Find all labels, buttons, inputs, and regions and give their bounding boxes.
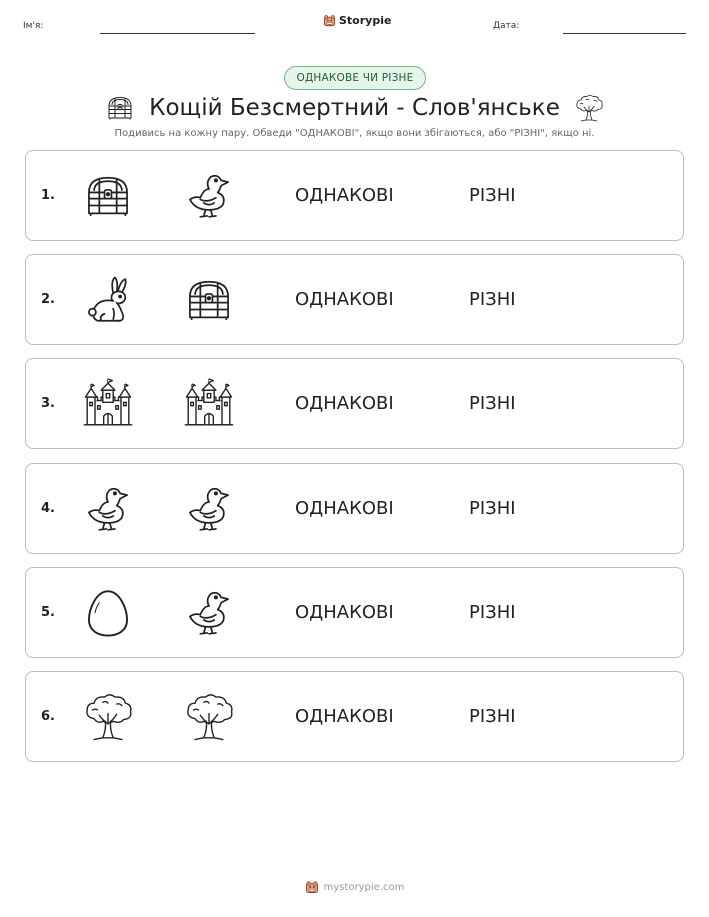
exercise-row xyxy=(25,567,684,658)
exercise-row xyxy=(25,671,684,762)
tree-icon xyxy=(183,691,235,743)
name-line xyxy=(100,33,255,34)
row-number: 5. xyxy=(41,604,55,620)
option-same[interactable]: ОДНАКОВІ xyxy=(295,289,394,311)
picture-cell xyxy=(183,691,235,743)
option-different[interactable]: РІЗНІ xyxy=(469,706,516,727)
footer-site: mystorypie.com xyxy=(323,881,405,893)
exercise-row xyxy=(25,463,684,554)
name-label: Ім'я: xyxy=(23,21,44,31)
castle-icon xyxy=(82,378,134,430)
option-same[interactable]: ОДНАКОВІ xyxy=(295,706,394,727)
picture-cell xyxy=(183,170,235,222)
tree-icon xyxy=(574,93,604,123)
brand-name: Storypie xyxy=(339,14,392,27)
date-label: Дата: xyxy=(493,21,520,31)
picture-cell xyxy=(82,483,134,535)
picture-cell xyxy=(82,170,134,222)
row-number: 3. xyxy=(41,396,55,412)
picture-cell xyxy=(82,691,134,743)
picture-cell xyxy=(183,378,235,430)
picture-cell xyxy=(82,378,134,430)
rabbit-icon xyxy=(82,274,134,326)
egg-icon xyxy=(82,587,134,639)
option-different[interactable]: РІЗНІ xyxy=(469,185,516,206)
date-line xyxy=(563,33,686,34)
option-different[interactable]: РІЗНІ xyxy=(469,497,516,519)
picture-cell xyxy=(183,274,235,326)
brand xyxy=(323,14,391,27)
treasure-chest-icon xyxy=(105,93,135,123)
worksheet-type-badge: ОДНАКОВЕ ЧИ РІЗНЕ xyxy=(284,66,426,90)
title-row xyxy=(0,90,709,126)
duck-icon xyxy=(183,170,235,222)
page-title: Кощій Безсмертний - Слов'янське xyxy=(149,95,560,121)
treasure-chest-icon xyxy=(82,170,134,222)
picture-cell xyxy=(183,483,235,535)
duck-icon xyxy=(183,483,235,535)
exercise-row xyxy=(25,254,684,345)
treasure-chest-icon xyxy=(183,274,235,326)
row-number: 1. xyxy=(41,188,55,203)
duck-icon xyxy=(82,483,134,535)
option-same[interactable]: ОДНАКОВІ xyxy=(295,185,394,206)
tree-icon xyxy=(82,691,134,743)
row-number: 2. xyxy=(41,292,55,308)
option-same[interactable]: ОДНАКОВІ xyxy=(295,601,394,623)
picture-cell xyxy=(183,587,235,639)
exercise-row xyxy=(25,150,684,241)
row-number: 6. xyxy=(41,709,55,724)
picture-cell xyxy=(82,587,134,639)
option-different[interactable]: РІЗНІ xyxy=(469,289,516,311)
option-different[interactable]: РІЗНІ xyxy=(469,393,516,415)
duck-icon xyxy=(183,587,235,639)
castle-icon xyxy=(183,378,235,430)
exercise-row xyxy=(25,358,684,449)
footer xyxy=(0,880,709,894)
option-different[interactable]: РІЗНІ xyxy=(469,601,516,623)
option-same[interactable]: ОДНАКОВІ xyxy=(295,393,394,415)
storypie-logo-icon xyxy=(323,14,336,27)
row-number: 4. xyxy=(41,500,55,516)
picture-cell xyxy=(82,274,134,326)
instructions: Подивись на кожну пару. Обведи "ОДНАКОВІ", якщо вони збігаються, або "РІЗНІ", якщо ні. xyxy=(114,128,595,139)
storypie-logo-icon xyxy=(305,880,319,894)
option-same[interactable]: ОДНАКОВІ xyxy=(295,497,394,519)
